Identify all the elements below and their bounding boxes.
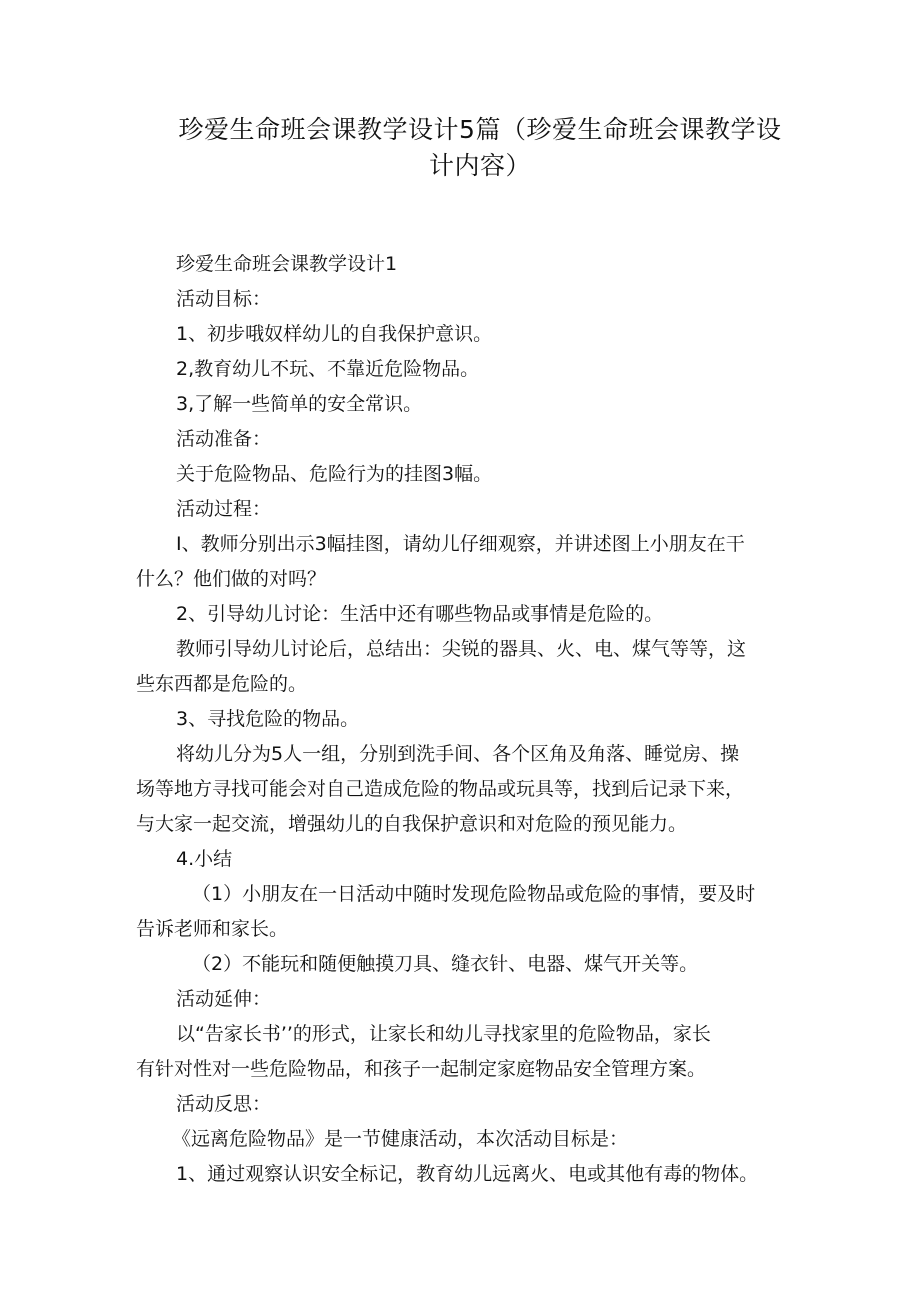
document-body [0, 247, 920, 1192]
paragraph-line: 些东西都是危险的。 [136, 673, 308, 695]
paragraph: 《远离危险物品》是一节健康活动，本次活动目标是： [172, 1128, 629, 1150]
paragraph [0, 1017, 920, 1087]
paragraph: 2、引导幼儿讨论：生活中还有哪些物品或事情是危险的。 [176, 603, 664, 625]
paragraph-line: 有针对性对一些危险物品，和孩子一起制定家庭物品安全管理方案。 [136, 1058, 707, 1080]
paragraph-line: 与大家一起交流，增强幼儿的自我保护意识和对危险的预见能力。 [136, 813, 688, 835]
paragraph [0, 877, 920, 947]
paragraph [0, 737, 920, 842]
paragraph-line: 什么？他们做的对吗？ [136, 568, 327, 590]
paragraph-line: 场等地方寻找可能会对自己造成危险的物品或玩具等，找到后记录下来， [136, 778, 745, 800]
paragraph: 活动延伸： [176, 988, 272, 1010]
paragraph: 活动目标： [176, 288, 272, 310]
document-title [150, 112, 810, 184]
paragraph: 活动反思： [176, 1093, 272, 1115]
title-line-1: 珍爱生命班会课教学设计5篇（珍爱生命班会课教学设 [178, 115, 782, 144]
paragraph: 4.小结 [176, 848, 233, 870]
paragraph: 3,了解一些简单的安全常识。 [176, 393, 423, 415]
paragraph-line: 教师引导幼儿讨论后，总结出：尖锐的器具、火、电、煤气等等，这 [176, 638, 747, 660]
paragraph: 1、通过观察认识安全标记，教育幼儿远离火、电或其他有毒的物体。 [176, 1163, 759, 1185]
paragraph: 活动过程： [176, 498, 272, 520]
paragraph: 2,教育幼儿不玩、不靠近危险物品。 [176, 358, 480, 380]
title-line-2: 计内容） [428, 151, 531, 180]
paragraph [0, 527, 920, 597]
paragraph [0, 632, 920, 702]
paragraph: 关于危险物品、危险行为的挂图3幅。 [176, 463, 493, 485]
section-heading: 珍爱生命班会课教学设计1 [176, 253, 398, 275]
paragraph: 1、初步哦奴样幼儿的自我保护意识。 [176, 323, 493, 345]
paragraph: 3、寻找危险的物品。 [176, 708, 360, 730]
paragraph-line: I、教师分别出示3幅挂图，请幼儿仔细观察，并讲述图上小朋友在干 [176, 533, 745, 555]
paragraph-line: （1）小朋友在一日活动中随时发现危险物品或危险的事情，要及时 [192, 883, 756, 905]
paragraph-line: 告诉老师和家长。 [136, 918, 289, 940]
paragraph: （2）不能玩和随便触摸刀具、缝衣针、电器、煤气开关等。 [192, 953, 699, 975]
paragraph-line: 将幼儿分为5人一组，分别到洗手间、各个区角及角落、睡觉房、操 [176, 743, 740, 765]
paragraph: 活动准备： [176, 428, 272, 450]
paragraph-line: 以“告家长书’’的形式，让家长和幼儿寻找家里的危险物品，家长 [176, 1023, 711, 1045]
